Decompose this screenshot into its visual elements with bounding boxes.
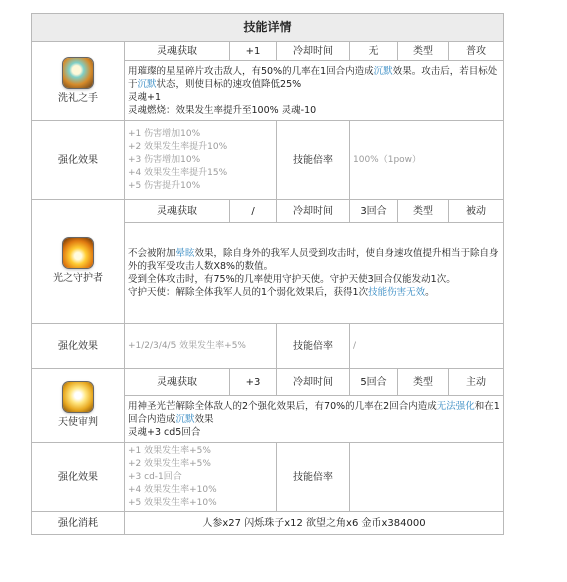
skill-2-soul-label: 灵魂获取 [125, 200, 230, 223]
skill-1-soul-label: 灵魂获取 [125, 42, 230, 61]
skill-1-type-label: 类型 [398, 42, 449, 61]
skill-2-multiplier-value: / [350, 324, 504, 369]
skill-table [31, 13, 504, 535]
skill-2-name-cell [32, 200, 125, 324]
skill-3-soul-label: 灵魂获取 [125, 369, 230, 396]
skill-3-name: 天使审判 [58, 417, 98, 428]
skill-1-cd-label: 冷却时间 [277, 42, 350, 61]
skill-2-type-value: 被动 [449, 200, 504, 223]
skill-1-cd-value: 无 [350, 42, 398, 61]
skill-1-type-value: 普攻 [449, 42, 504, 61]
skill-3-cd-value: 5回合 [350, 369, 398, 396]
skill-1-multiplier-label: 技能倍率 [277, 121, 350, 200]
table-title: 技能详情 [32, 14, 504, 42]
angel-judgment-icon [63, 382, 93, 412]
silence-keyword[interactable]: 沉默 [373, 65, 393, 77]
skill-2-enhance-label: 强化效果 [32, 324, 125, 369]
skill-3-multiplier-label: 技能倍率 [277, 443, 350, 512]
stun-keyword[interactable]: 晕眩 [175, 248, 195, 259]
silence-keyword[interactable]: 沉默 [175, 413, 195, 425]
skill-3-type-value: 主动 [449, 369, 504, 396]
skill-3-multiplier-value [350, 443, 504, 512]
skill-1-soul-value: +1 [230, 42, 277, 61]
skill-3-enhance-label: 强化效果 [32, 443, 125, 512]
skill-1-name-cell [32, 42, 125, 121]
enhance-cost-label: 强化消耗 [32, 512, 125, 535]
skill-2-cd-label: 冷却时间 [277, 200, 350, 223]
skill-3-cd-label: 冷却时间 [277, 369, 350, 396]
skill-3-enhance-list: +1 效果发生率+5% +2 效果发生率+5% +3 cd-1回合 +4 效果发生率+10% +5 效果发生率+10% [125, 443, 277, 512]
skill-2-multiplier-label: 技能倍率 [277, 324, 350, 369]
light-guardian-icon [63, 238, 93, 268]
enhance-cost-value: 人参x27 闪烁珠子x12 欲望之角x6 金币x384000 [125, 512, 504, 535]
skill-3-type-label: 类型 [398, 369, 449, 396]
skill-3-soul-value: +3 [230, 369, 277, 396]
baptism-hand-icon [63, 58, 93, 88]
skill-2-cd-value: 3回合 [350, 200, 398, 223]
skill-2-soul-value: / [230, 200, 277, 223]
skill-1-enhance-label: 强化效果 [32, 121, 125, 200]
silence-keyword[interactable]: 沉默 [137, 78, 157, 90]
skill-1-name: 洗礼之手 [58, 92, 98, 104]
skill-2-name: 光之守护者 [53, 273, 103, 284]
cannot-buff-keyword[interactable]: 无法强化 [436, 400, 475, 412]
skill-1-enhance-list: +1 伤害增加10% +2 效果发生率提升10% +3 伤害增加10% +4 效果发生率提升15% +5 伤害提升10% [125, 121, 277, 200]
skill-damage-immune-keyword[interactable]: 技能伤害无效 [368, 287, 426, 298]
skill-3-description: 用神圣光芒解除全体敌人的2个强化效果后，有70%的几率在2回合内造成无法强化和在1回合内造成沉默效果 灵魂+3 cd5回合 [125, 396, 504, 443]
skill-2-description: 不会被附加晕眩效果，除自身外的我军人员受到攻击时，使自身速攻值提升相当于除自身外的我军受攻击人数X8%的数值。 受到全体攻击时，有75%的几率使用守护天使。守护天使3回合仅能发动1次。 守护天使：解除全体我军人员的1个弱化效果后，获得1次技能伤害无效。 [125, 223, 504, 324]
skill-2-type-label: 类型 [398, 200, 449, 223]
skill-1-multiplier-value: 100%（1pow） [350, 121, 504, 200]
skill-3-name-cell [32, 369, 125, 443]
skill-1-description: 用璀璨的星星碎片攻击敌人，有50%的几率在1回合内造成沉默效果。攻击后，若目标处于沉默状态，则使目标的速攻值降低25% 灵魂+1 灵魂燃烧：效果发生率提升至100% 灵魂-10 [125, 61, 504, 121]
skill-2-enhance-text: +1/2/3/4/5 效果发生率+5% [125, 324, 277, 369]
